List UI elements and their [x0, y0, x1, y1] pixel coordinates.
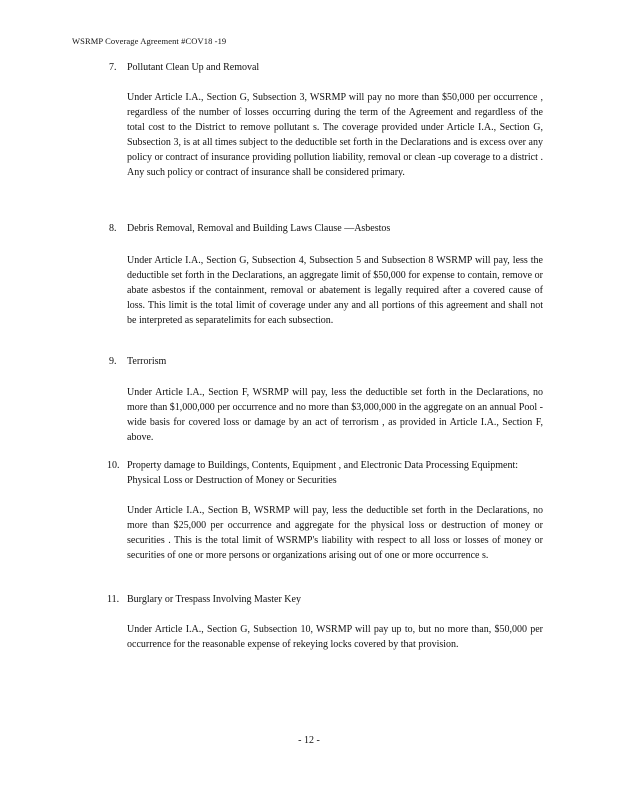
section-body: Under Article I.A., Section G, Subsection 4, Subsection 5 and Subsection 8 WSRMP will pay, less the deductible set forth in the Declarations, an aggregate limit of $50,000 for expense to contain, remove or abate asbestos if the containment, removal or abatement is legally required after a covered cause of loss. This limit is the total limit of coverage under any and all portions of this agreement and shall not be interpreted as separatelimits for each subsection.: [127, 255, 543, 326]
page-number: - 12 -: [298, 735, 320, 746]
section-body: Under Article I.A., Section F, WSRMP will pay, less the deductible set forth in the Declarations, no more than $1,000,000 per occurrence and no more than $3,000,000 in the aggregate on an annual Pool -wide basis for covered loss or damage by an act of terrorism , as provided in Article I.A., Section F, above.: [127, 387, 543, 443]
section-title: Burglary or Trespass Involving Master Key: [127, 594, 301, 605]
section-body: Under Article I.A., Section G, Subsection 10, WSRMP will pay up to, but no more than, $50,000 per occurrence for the reasonable expense of rekeying locks covered by that provision.: [127, 624, 543, 650]
section-title: Debris Removal, Removal and Building Laws Clause —Asbestos: [127, 223, 391, 234]
section-body: Under Article I.A., Section G, Subsection 3, WSRMP will pay no more than $50,000 per occurrence , regardless of the number of losses occurring during the term of the Agreement and regardless of the total cost to the District to remove pollutant s. The coverage provided under Article I.A., Section G, Subsection 3, is at all times subject to the deductible set forth in the Declarations and is excess over any policy or contract of insurance providing pollution liability, removal or clean -up coverage to a district . Any such policy or contract of insurance shall be considered primary.: [127, 92, 543, 178]
section-title: Pollutant Clean Up and Removal: [127, 62, 260, 73]
document-header: WSRMP Coverage Agreement #COV18 -19: [72, 36, 227, 46]
section-number: 9.: [109, 356, 117, 367]
section-body: Under Article I.A., Section B, WSRMP will pay, less the deductible set forth in the Declarations, no more than $25,000 per occurrence and aggregate for the physical loss or destruction of money or securities . This is the total limit of WSRMP's liability with respect to all loss or losses of money or securities of one or more persons or organizations arising out of one or more occurrence s.: [127, 505, 543, 561]
section-number: 10.: [107, 460, 120, 471]
section-number: 11.: [107, 594, 120, 605]
section-number: 8.: [109, 223, 117, 234]
section-title: Property damage to Buildings, Contents, Equipment , and Electronic Data Processing Equipment: Physical Loss or Destruction of Money or Securities: [127, 460, 519, 486]
section-title: Terrorism: [127, 356, 167, 367]
section-number: 7.: [109, 62, 117, 73]
